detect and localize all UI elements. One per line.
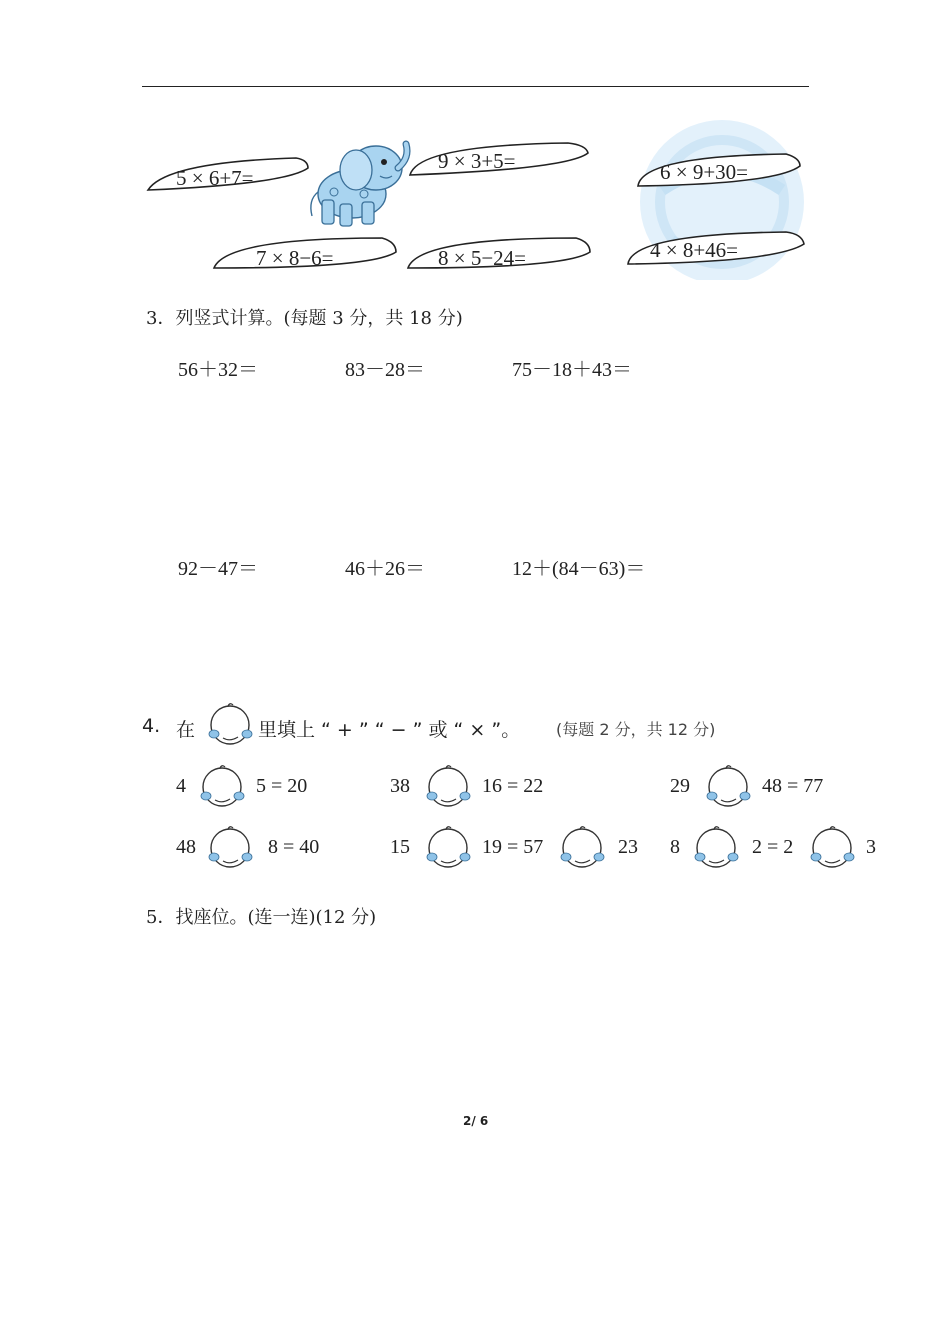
calc-problem: 12＋(84－63)＝ xyxy=(512,558,646,580)
answer-circle-face-icon[interactable] xyxy=(704,762,752,810)
expression-text: 4 × 8+46= xyxy=(650,238,739,262)
expression-text: 9 × 3+5= xyxy=(438,149,516,173)
fill-right-side: 5 = 20 xyxy=(256,775,308,797)
answer-circle-face-icon[interactable] xyxy=(424,762,472,810)
calc-problem: 83－28＝ xyxy=(345,359,425,381)
answer-circle-face-icon[interactable] xyxy=(808,823,856,871)
expression-text: 8 × 5−24= xyxy=(438,246,527,270)
answer-circle-face-icon[interactable] xyxy=(206,823,254,871)
section4-title-note: (每题 2 分，共 12 分) xyxy=(556,720,716,739)
section5-title: 5．找座位。(连一连)(12 分) xyxy=(146,907,377,928)
header-rule xyxy=(142,86,809,87)
section4-title-prefix: 4. xyxy=(142,715,161,737)
calc-problem: 75－18＋43＝ xyxy=(512,359,632,381)
expression-leaf-4 xyxy=(212,234,398,272)
calc-problem: 92－47＝ xyxy=(178,558,258,580)
fill-left-operand: 29 xyxy=(670,775,690,797)
expression-leaf-3 xyxy=(636,150,802,190)
fill-left-operand: 48 xyxy=(176,836,196,858)
fill-trailing-operand: 3 xyxy=(866,836,876,858)
fill-left-operand: 38 xyxy=(390,775,410,797)
answer-circle-face-icon[interactable] xyxy=(692,823,740,871)
page-number: 2/ 6 xyxy=(463,1114,489,1128)
answer-circle-face-icon[interactable] xyxy=(198,762,246,810)
section4-title-zai: 在 xyxy=(176,719,196,741)
fill-right-side: 16 = 22 xyxy=(482,775,544,797)
section4-title-main: 里填上 “ + ” “ − ” 或 “ × ”。 xyxy=(258,719,521,741)
fill-right-side: 8 = 40 xyxy=(268,836,320,858)
fill-left-operand: 8 xyxy=(670,836,680,858)
section3-title: 3．列竖式计算。(每题 3 分，共 18 分) xyxy=(146,308,463,329)
calc-problem: 46＋26＝ xyxy=(345,558,425,580)
answer-circle-face-icon[interactable] xyxy=(558,823,606,871)
fill-trailing-operand: 23 xyxy=(618,836,638,858)
expression-text: 7 × 8−6= xyxy=(256,246,334,270)
fill-left-operand: 15 xyxy=(390,836,410,858)
fill-right-side: 48 = 77 xyxy=(762,775,824,797)
expression-text: 6 × 9+30= xyxy=(660,160,749,184)
fill-right-side: 2 = 2 xyxy=(752,836,794,858)
expression-leaf-2 xyxy=(408,139,590,179)
expression-text: 5 × 6+7= xyxy=(176,166,254,190)
answer-circle-face-icon[interactable] xyxy=(206,700,254,748)
fill-left-operand: 4 xyxy=(176,775,186,797)
expression-leaf-6 xyxy=(626,228,806,268)
expression-leaf-1 xyxy=(146,154,311,194)
calc-problem: 56＋32＝ xyxy=(178,359,258,381)
fill-right-side: 19 = 57 xyxy=(482,836,544,858)
expression-leaf-5 xyxy=(406,234,592,272)
elephant-icon xyxy=(306,134,418,230)
answer-circle-face-icon[interactable] xyxy=(424,823,472,871)
